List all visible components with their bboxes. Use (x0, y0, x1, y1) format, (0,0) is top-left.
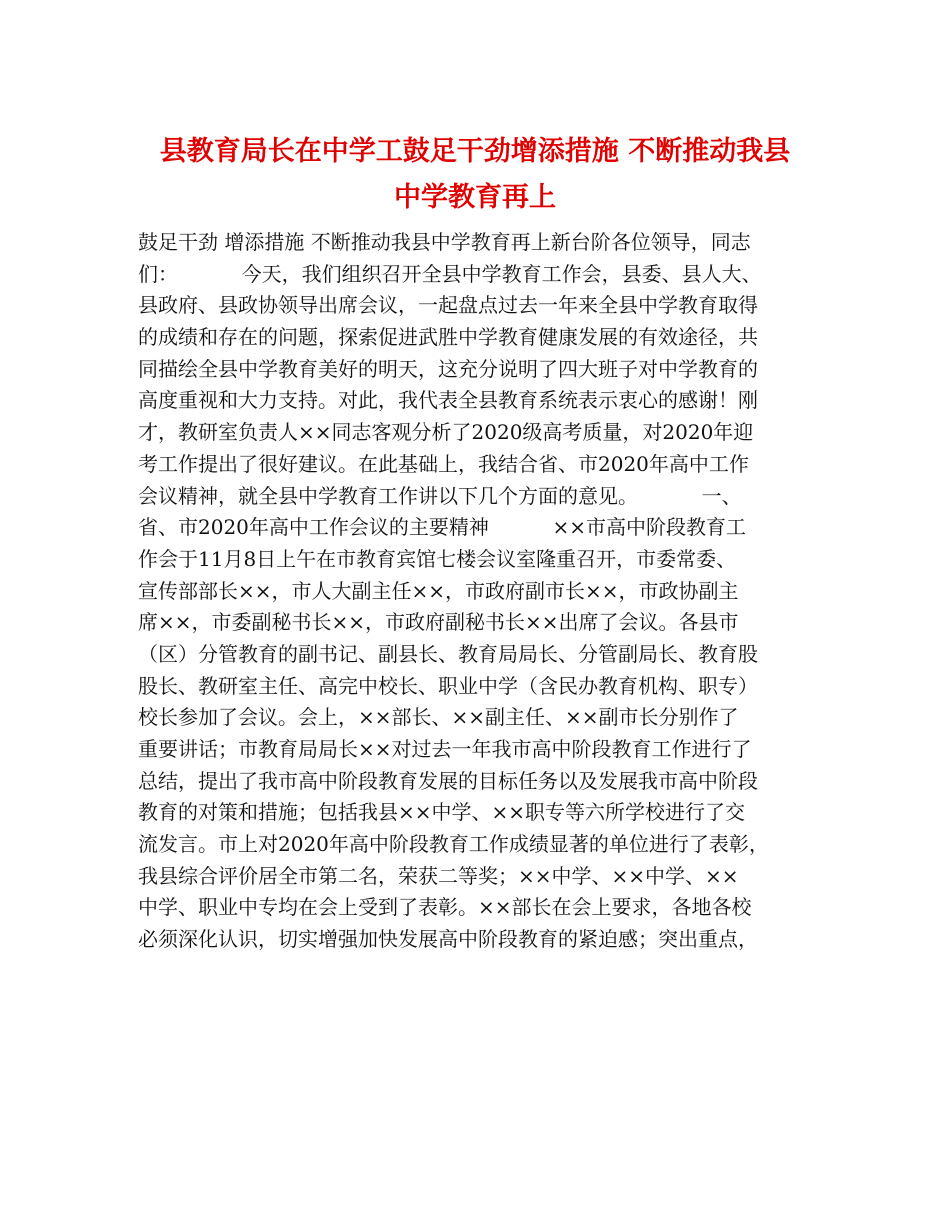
body-line: 省、市2020年高中工作会议的主要精神 ××市高中阶段教育工 (138, 515, 746, 540)
body-line: （区）分管教育的副书记、副县长、教育局局长、分管副局长、教育股 (138, 641, 758, 666)
body-line: 我县综合评价居全市第二名，荣获二等奖；××中学、××中学、×× (138, 863, 739, 888)
body-line: 必须深化认识，切实增强加快发展高中阶段教育的紧迫感；突出重点， (138, 927, 758, 952)
body-line: 校长参加了会议。会上，××部长、××副主任、××副市长分别作了 (138, 705, 739, 730)
body-line: 作会于11月8日上午在市教育宾馆七楼会议室隆重召开，市委常委、 (138, 546, 737, 571)
document-title-line-1: 县教育局长在中学工鼓足干劲增添措施 不断推动我县 (159, 136, 791, 167)
body-line: 才，教研室负责人××同志客观分析了2020级高考质量，对2020年迎 (138, 420, 754, 445)
body-line: 县政府、县政协领导出席会议，一起盘点过去一年来全县中学教育取得 (138, 293, 758, 318)
body-line: 股长、教研室主任、高完中校长、职业中学（含民办教育机构、职专） (138, 673, 758, 698)
body-line: 会议精神，就全县中学教育工作讲以下几个方面的意见。 一、 (138, 483, 742, 508)
body-line: 同描绘全县中学教育美好的明天，这充分说明了四大班子对中学教育的 (138, 356, 758, 381)
body-line: 鼓足干劲 增添措施 不断推动我县中学教育再上新台阶各位领导，同志 (138, 230, 751, 254)
body-line: 流发言。市上对2020年高中阶段教育工作成绩显著的单位进行了表彰， (138, 832, 769, 857)
document-body (138, 227, 828, 956)
body-line: 考工作提出了很好建议。在此基础上，我结合省、市2020年高中工作 (138, 451, 749, 476)
body-line: 中学、职业中专均在会上受到了表彰。××部长在会上要求，各地各校 (138, 895, 752, 920)
body-line: 总结，提出了我市高中阶段教育发展的目标任务以及发展我市高中阶段 (138, 768, 758, 793)
body-line: 们： 今天，我们组织召开全县中学教育工作会，县委、县人大、 (138, 261, 762, 286)
body-line: 重要讲话；市教育局局长××对过去一年我市高中阶段教育工作进行了 (138, 737, 752, 761)
body-line: 高度重视和大力支持。对此，我代表全县教育系统表示衷心的感谢！刚 (138, 388, 758, 413)
document-title-line-2: 中学教育再上 (394, 182, 556, 213)
body-line: 的成绩和存在的问题，探索促进武胜中学教育健康发展的有效途径，共 (138, 325, 758, 350)
body-line: 宣传部部长××，市人大副主任××，市政府副市长××，市政协副主 (138, 578, 739, 603)
body-line: 席××，市委副秘书长××，市政府副秘书长××出席了会议。各县市 (138, 610, 739, 635)
body-line: 教育的对策和措施；包括我县××中学、××职专等六所学校进行了交 (138, 800, 746, 825)
